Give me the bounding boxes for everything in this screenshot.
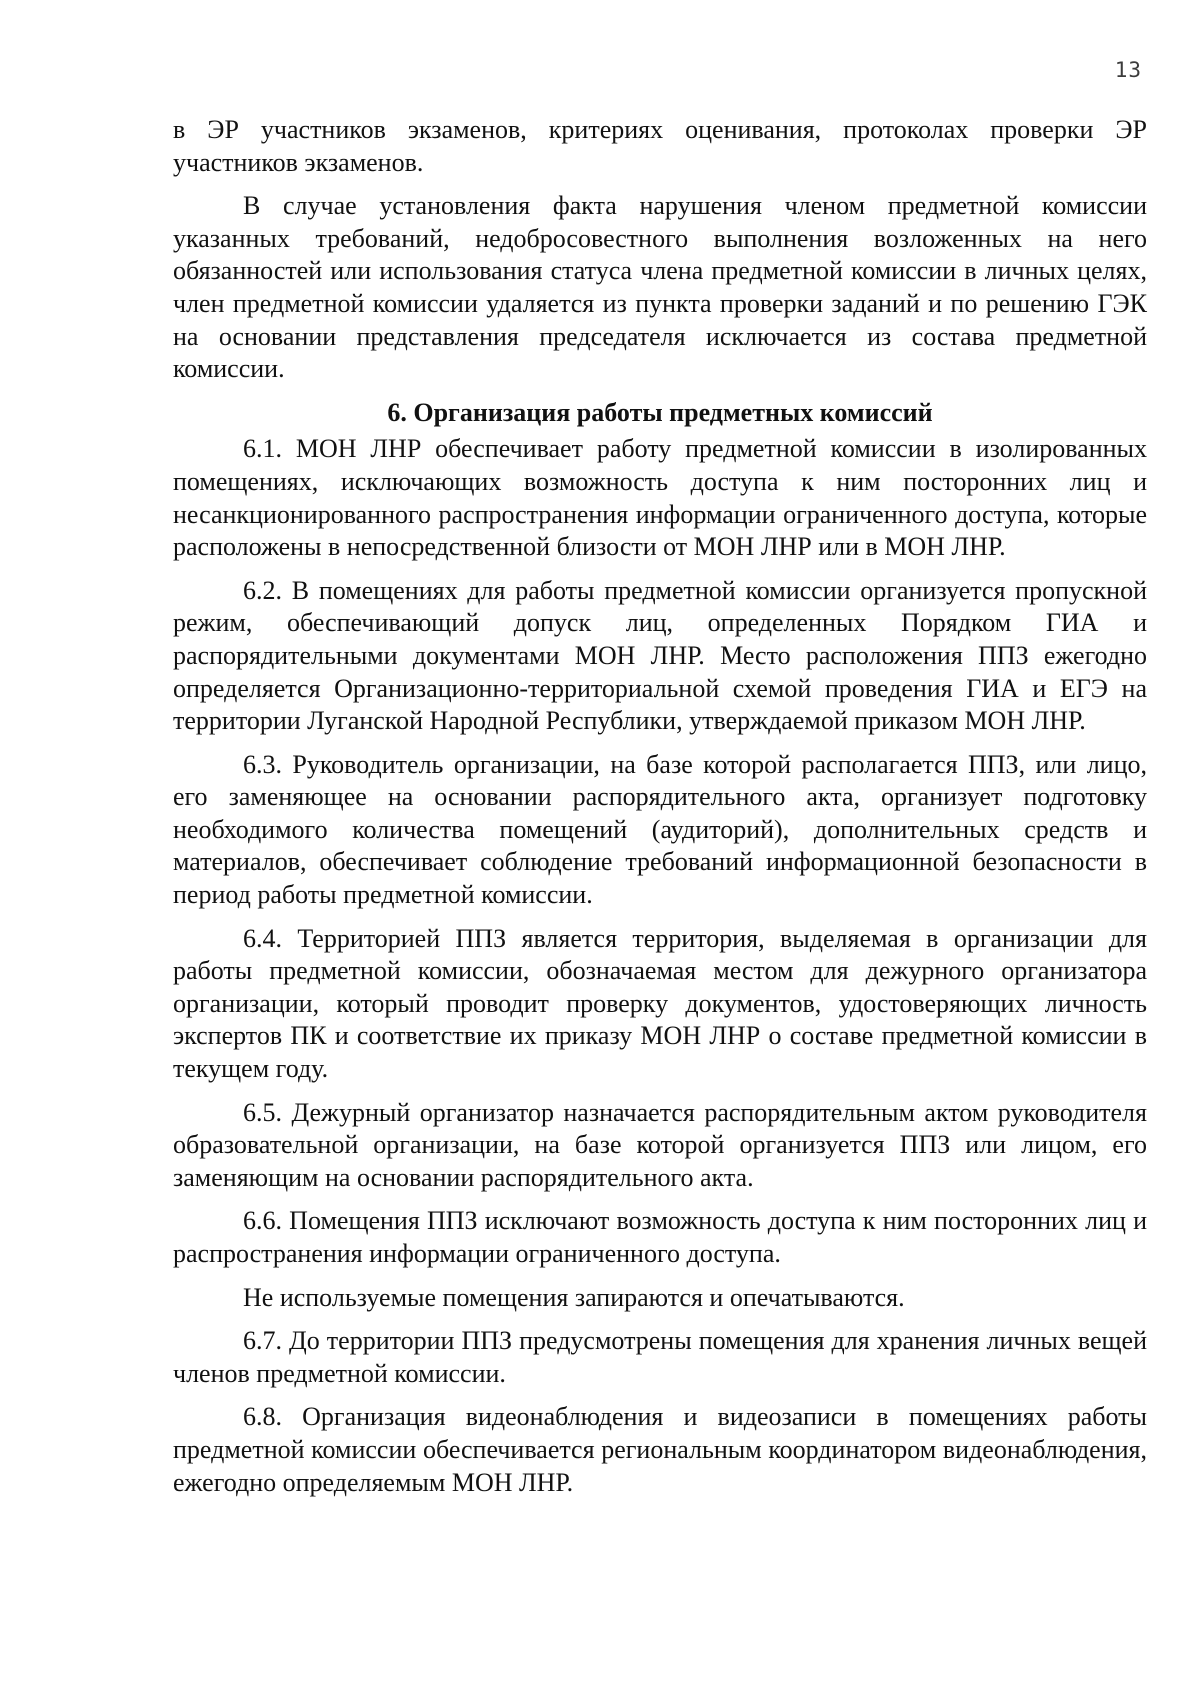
paragraph-6-5: 6.5. Дежурный организатор назначается распорядительным актом руководителя образовательной организации, на базе которой организуется ППЗ или лицом, его заменяющим на основании распорядительного акта. xyxy=(173,1097,1147,1192)
paragraph-6-2: 6.2. В помещениях для работы предметной комиссии организуется пропускной режим, обеспечивающий допуск лиц, определенных Порядком ГИА и распорядительными документами МОН ЛНР. Место расположения ППЗ ежегодно определяется Организационно-территориальной схемой проведения ГИА и ЕГЭ на территории Луганской Народной Республики, утверждаемой приказом МОН ЛНР. xyxy=(173,575,1147,736)
paragraph-6-6: 6.6. Помещения ППЗ исключают возможность доступа к ним посторонних лиц и распространения информации ограниченного доступа. xyxy=(173,1206,1147,1268)
paragraph-6-8: 6.8. Организация видеонаблюдения и видеозаписи в помещениях работы предметной комиссии обеспечивается региональным координатором видеонаблюдения, ежегодно определяемым МОН ЛНР. xyxy=(173,1402,1147,1497)
section-heading: 6. Организация работы предметных комиссий xyxy=(387,397,933,427)
paragraph-unused-rooms: Не используемые помещения запираются и опечатываются. xyxy=(243,1282,905,1312)
paragraph-violation: В случае установления факта нарушения членом предметной комиссии указанных требований, недобросовестного выполнения возложенных на него обязанностей или использования статуса члена предметной комиссии в личных целях, член предметной комиссии удаляется из пункта проверки заданий и по решению ГЭК на основании представления председателя исключается из состава предметной комиссии. xyxy=(173,191,1147,384)
paragraph-6-4: 6.4. Территорией ППЗ является территория, выделяемая в организации для работы предметной комиссии, обозначаемая местом для дежурного организатора организации, который проводит проверку документов, удостоверяющих личность экспертов ПК и соответствие их приказу МОН ЛНР о составе предметной комиссии в текущем году. xyxy=(173,923,1147,1084)
page-number: 13 xyxy=(1114,58,1142,82)
paragraph-6-1: 6.1. МОН ЛНР обеспечивает работу предметной комиссии в изолированных помещениях, исключающих возможность доступа к ним посторонних лиц и несанкционированного распространения информации ограниченного доступа, которые расположены в непосредственной близости от МОН ЛНР или в МОН ЛНР. xyxy=(173,434,1147,562)
paragraph-6-7: 6.7. До территории ППЗ предусмотрены помещения для хранения личных вещей членов предметной комиссии. xyxy=(173,1326,1147,1388)
document-body xyxy=(173,114,1147,1510)
paragraph-6-3: 6.3. Руководитель организации, на базе которой располагается ППЗ, или лицо, его заменяющее на основании распорядительного акта, организует подготовку необходимого количества помещений (аудиторий), дополнительных средств и материалов, обеспечивает соблюдение требований информационной безопасности в период работы предметной комиссии. xyxy=(173,749,1147,910)
paragraph-continuation: в ЭР участников экзаменов, критериях оценивания, протоколах проверки ЭР участников экзаменов. xyxy=(173,115,1147,177)
